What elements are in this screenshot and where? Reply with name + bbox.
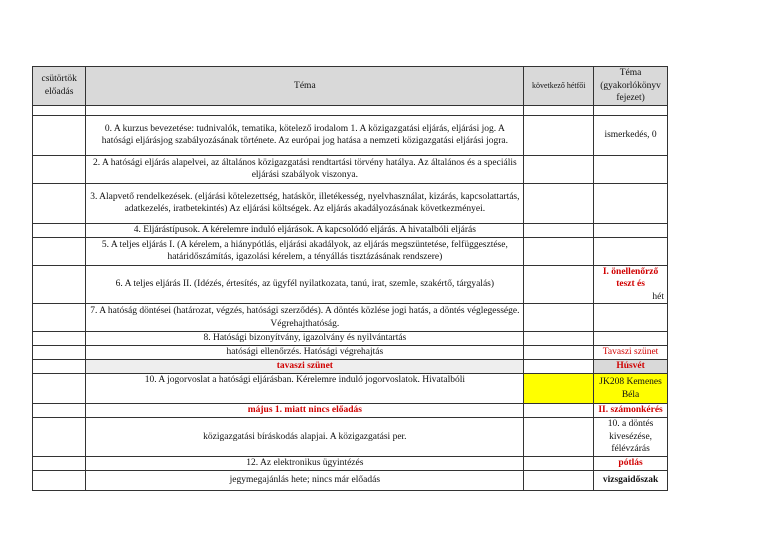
practice-test-label: I. önellenőrző teszt és bbox=[602, 266, 659, 289]
table-row bbox=[33, 155, 668, 183]
table-row bbox=[33, 418, 668, 457]
topic-cell: tavaszi szünet bbox=[86, 360, 524, 374]
table-row bbox=[33, 346, 668, 360]
practice-cell bbox=[594, 105, 668, 115]
practice-cell bbox=[594, 237, 668, 265]
table-row bbox=[33, 105, 668, 115]
practice-cell bbox=[594, 155, 668, 183]
table-row bbox=[33, 456, 668, 470]
practice-cell: vizsgaidőszak bbox=[594, 470, 668, 490]
table-row bbox=[33, 404, 668, 418]
topic-cell: 2. A hatósági eljárás alapelvei, az általános közigazgatási rendtartási törvény hatálya. Az általános és a speciális eljárási szabályok viszonya. bbox=[86, 155, 524, 183]
topic-cell: 12. Az elektronikus ügyintézés bbox=[86, 456, 524, 470]
table-row bbox=[33, 183, 668, 223]
header-row bbox=[33, 67, 668, 106]
topic-cell: 10. A jogorvoslat a hatósági eljárásban. Kérelemre induló jogorvoslatok. Hivatalbóli bbox=[86, 374, 524, 404]
practice-cell: Húsvét bbox=[594, 360, 668, 374]
header-practice-topic: Téma (gyakorlókönyv fejezet) bbox=[594, 67, 668, 106]
schedule-table bbox=[32, 66, 668, 491]
practice-cell bbox=[594, 332, 668, 346]
topic-cell: 8. Hatósági bizonyítvány, igazolvány és nyilvántartás bbox=[86, 332, 524, 346]
header-topic: Téma bbox=[86, 67, 524, 106]
topic-cell: 6. A teljes eljárás II. (Idézés, értesítés, az ügyfél nyilatkozata, tanú, irat, szemle, szakértő, tárgyalás) bbox=[86, 265, 524, 304]
practice-cell: ismerkedés, 0 bbox=[594, 115, 668, 155]
practice-cell: pótlás bbox=[594, 456, 668, 470]
practice-extra-label: hét bbox=[652, 291, 664, 302]
topic-cell: 0. A kurzus bevezetése: tudnivalók, tematika, kötelező irodalom 1. A közigazgatási eljárás, eljárási jog. A hatósági eljárásjog szabályozásának története. Az európai jog hatása a nemzeti közigazgatási eljárási jogra. bbox=[86, 115, 524, 155]
topic-cell: hatósági ellenőrzés. Hatósági végrehajtás bbox=[86, 346, 524, 360]
table-row bbox=[33, 304, 668, 332]
topic-cell: jegymegajánlás hete; nincs már előadás bbox=[86, 470, 524, 490]
practice-cell: II. számonkérés bbox=[594, 404, 668, 418]
practice-cell bbox=[594, 183, 668, 223]
table-row bbox=[33, 115, 668, 155]
practice-cell bbox=[594, 265, 668, 304]
practice-cell: JK208 Kemenes Béla bbox=[594, 374, 668, 404]
table-row bbox=[33, 360, 668, 374]
table-row bbox=[33, 265, 668, 304]
header-day: csütörtök előadás bbox=[33, 67, 86, 106]
table-row bbox=[33, 223, 668, 237]
practice-cell bbox=[594, 223, 668, 237]
topic-cell bbox=[86, 105, 524, 115]
topic-cell: 5. A teljes eljárás I. (A kérelem, a hiánypótlás, eljárási akadályok, az eljárás megszüntetése, felfüggesztése, határidőszámítás, igazolási kérelem, a tényállás tisztázásának rendszere) bbox=[86, 237, 524, 265]
topic-cell: közigazgatási bíráskodás alapjai. A közigazgatási per. bbox=[86, 418, 524, 457]
header-next-monday: következő hétfői bbox=[524, 67, 594, 106]
topic-cell: 7. A hatóság döntései (határozat, végzés, hatósági szerződés). A döntés közlése jogi hatás, a döntés véglegessége. Végrehajthatóság. bbox=[86, 304, 524, 332]
table-row bbox=[33, 374, 668, 404]
topic-cell: május 1. miatt nincs előadás bbox=[86, 404, 524, 418]
practice-cell bbox=[594, 304, 668, 332]
table-row bbox=[33, 237, 668, 265]
topic-cell: 3. Alapvető rendelkezések. (eljárási kötelezettség, hatáskör, illetékesség, nyelvhasználat, kizárás, kapcsolattartás, adatkezelés, iratbetekintés) Az eljárási költségek. Az eljárás akadályozásának következményei. bbox=[86, 183, 524, 223]
table-row bbox=[33, 332, 668, 346]
practice-cell: Tavaszi szünet bbox=[594, 346, 668, 360]
topic-cell: 4. Eljárástípusok. A kérelemre induló eljárások. A kapcsolódó eljárás. A hivatalbóli eljárás bbox=[86, 223, 524, 237]
practice-cell: 10. a döntés kivesézése, félévzárás bbox=[594, 418, 668, 457]
table-row bbox=[33, 470, 668, 490]
